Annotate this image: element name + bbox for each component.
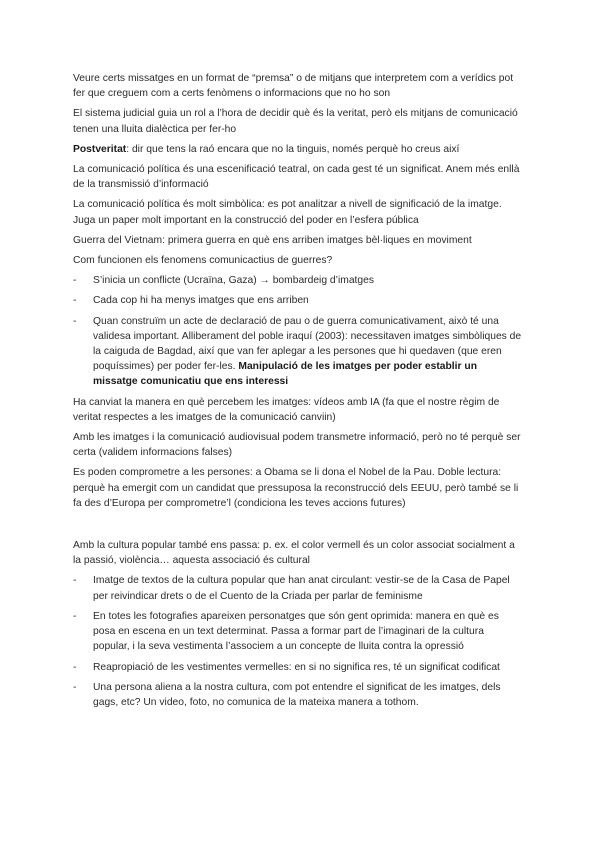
list-item-text: S’inicia un conflicte (Ucraïna, Gaza) → bombardeig d’imatges: [93, 275, 375, 287]
dash-bullet: -: [73, 295, 77, 307]
dash-bullet: -: [73, 575, 77, 587]
list-item-text: Reapropiació de les vestimentes vermelles: en si no significa res, té un significat codificat: [93, 661, 500, 673]
popular-culture-list: [73, 573, 523, 710]
definition-postveritat: : dir que tens la raó encara que no la tinguis, només perquè ho creus així: [126, 143, 460, 155]
list-item: [73, 660, 523, 675]
paragraph-audiovisual: Amb les imatges i la comunicació audiovisual podem transmetre informació, però no té perquè ser certa (validem informacions falses): [73, 432, 521, 459]
list-item-text: Cada cop hi ha menys imatges que ens arriben: [93, 295, 309, 307]
dash-bullet: -: [73, 315, 77, 327]
dash-bullet: -: [73, 661, 77, 673]
paragraph-ai-videos: Ha canviat la manera en què percebem les imatges: vídeos amb IA (fa que el nostre règim de veritat respectes a les imatges de la comunicació canviin): [73, 396, 500, 423]
term-postveritat: Postveritat: [73, 143, 127, 155]
list-item: [73, 293, 523, 308]
paragraph-political-theater: La comunicació política és una escenificació teatral, on cada gest té un significat. Anem més enllà de la transmissió d’informació: [73, 164, 520, 191]
list-item-text: Una persona aliena a la nostra cultura, com pot entendre el significat de les imatges, dels gags, etc? Un video, foto, no comunica de la mateixa manera a tothom.: [93, 681, 501, 708]
paragraph-media-format: Veure certs missatges en un format de “premsa” o de mitjans que interpretem com a verídics pot fer que creguem com a certs fenòmens o informacions que no ho son: [73, 73, 514, 100]
list-item: [73, 609, 523, 655]
list-item-text: En totes les fotografies apareixen personatges que són gent oprimida: manera en què es posa en escena en un text determinat. Passa a formar part de l’imaginari de la cultura popular, i la seva vestimenta l’associem a un concepte de lluita contra la opressió: [93, 610, 499, 653]
dash-bullet: -: [73, 681, 77, 693]
dash-bullet: -: [73, 610, 77, 622]
paragraph-vietnam: Guerra del Vietnam: primera guerra en què ens arriben imatges bèl·liques en moviment: [73, 234, 472, 246]
paragraph-war-question: Com funcionen els fenomens comunicactius de guerres?: [73, 255, 333, 267]
list-item: [73, 680, 523, 710]
list-item: [73, 573, 523, 603]
paragraph-popular-culture: Amb la cultura popular també ens passa: p. ex. el color vermell és un color associat socialment a la passió, violència… aquesta associació és cultural: [73, 540, 515, 567]
spacer: [73, 516, 523, 538]
paragraph-postveritat: [73, 142, 523, 157]
document-body: [73, 71, 523, 715]
list-item: [73, 314, 523, 390]
dash-bullet: -: [73, 275, 77, 287]
war-phenomena-list: [73, 273, 523, 389]
list-item-emphasis: Manipulació de les imatges per poder establir un missatge comunicatiu que ens interessi: [93, 361, 477, 388]
list-item-text: Imatge de textos de la cultura popular que han anat circulant: vestir-se de la Casa de Papel per reivindicar drets o de el Cuento de la Criada per parlar de feminisme: [93, 575, 510, 602]
list-item-text: Quan construïm un acte de declaració de pau o de guerra comunicativament, això té una validesa important. Alliberament del poble iraquí (2003): necessitaven imatges simbòliques de la caiguda de Bagdad, així que van fer aplegar a les persones que hi quedaven (que eren poquíssimes) per poder fer-les.: [93, 315, 522, 373]
paragraph-obama: Es poden comprometre a les persones: a Obama se li dona el Nobel de la Pau. Doble lectura: perquè ha emergit com un candidat que pressuposa la reconstrucció dels EEUU, però també se li fa des d’Europa per comprometre’l (condiciona les teves accions futures): [73, 467, 519, 509]
list-item: [73, 273, 523, 288]
paragraph-political-symbolic: La comunicació política és molt simbòlica: es pot analitzar a nivell de significació de la imatge. Juga un paper molt important en la construcció del poder en l’esfera pública: [73, 199, 502, 226]
paragraph-judicial-system: El sistema judicial guia un rol a l’hora de decidir què és la veritat, però els mitjans de comunicació tenen una lluita dialèctica per fer-ho: [73, 108, 518, 135]
